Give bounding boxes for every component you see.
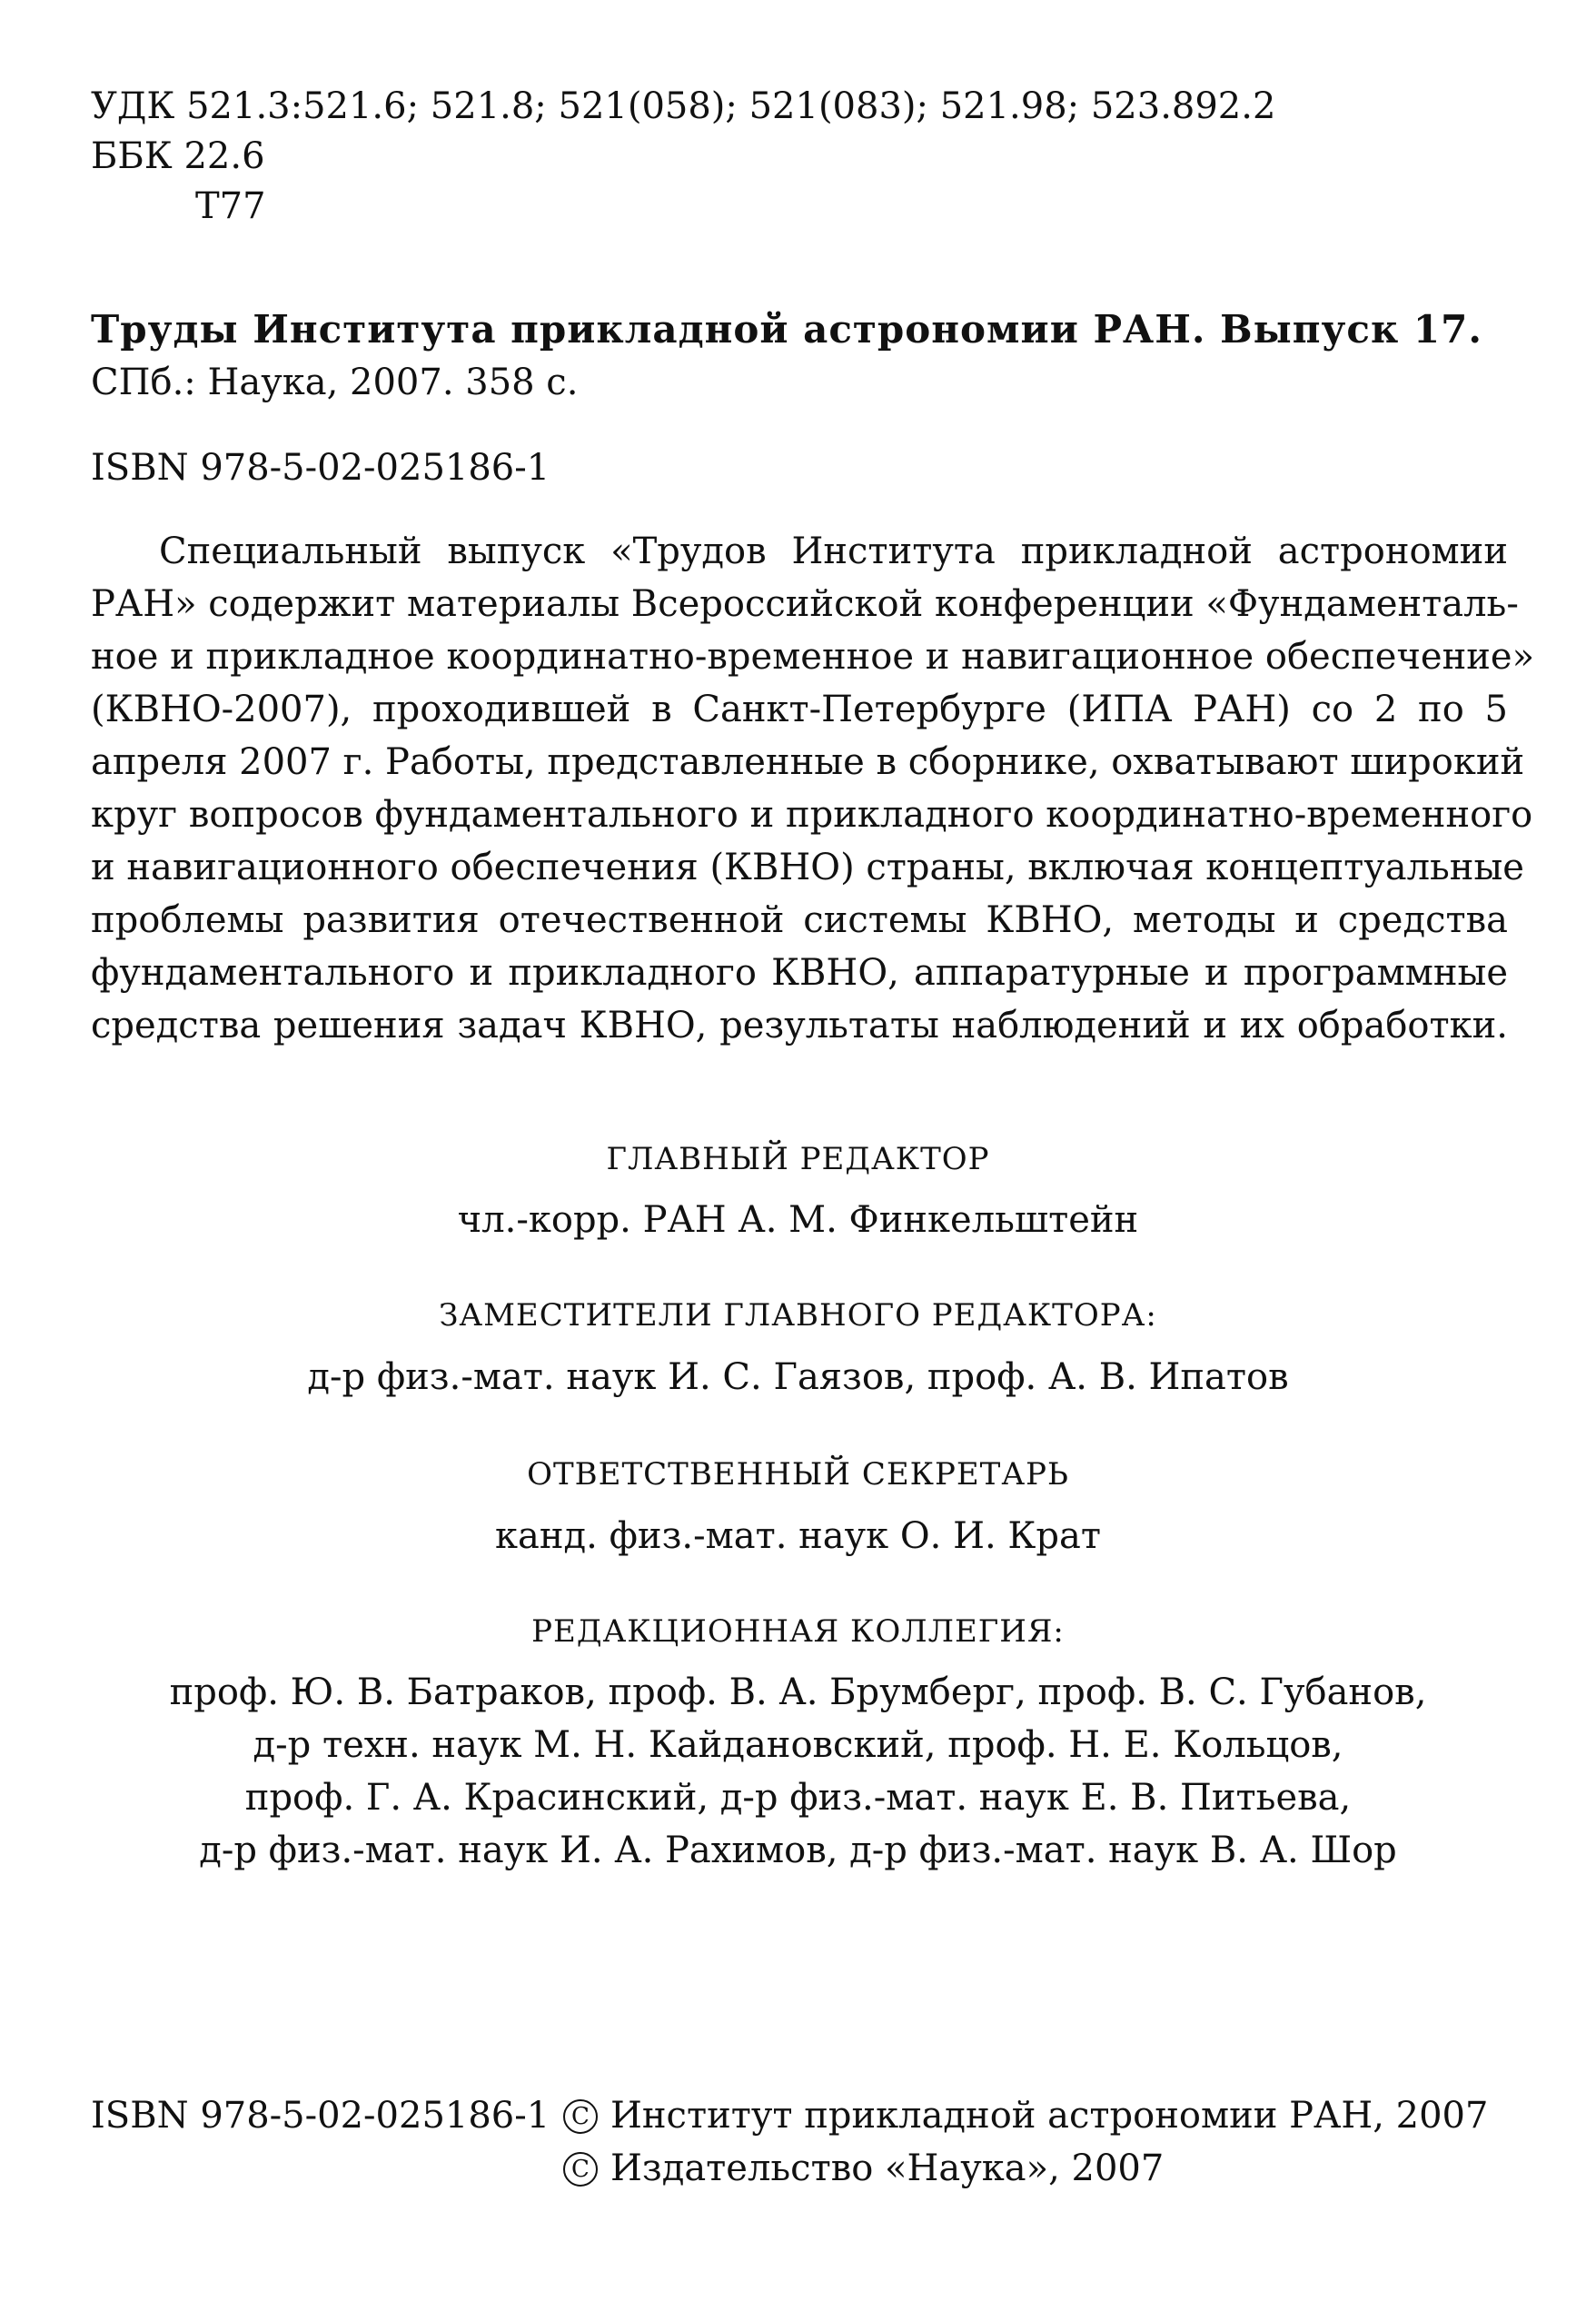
- isbn-footer: ISBN 978-5-02-025186-1: [91, 2095, 550, 2137]
- editorial-board-line: д-р физ.-мат. наук И. А. Рахимов, д-р физ.-мат. наук В. А. Шор: [199, 1830, 1397, 1871]
- copyright-publisher-text: Издательство «Наука», 2007: [610, 2147, 1165, 2189]
- deputy-editors-names: д-р физ.-мат. наук И. С. Гаязов, проф. А. В. Ипатов: [307, 1356, 1289, 1398]
- abstract: [91, 525, 1535, 1052]
- deputy-editors-heading: ЗАМЕСТИТЕЛИ ГЛАВНОГО РЕДАКТОРА:: [439, 1297, 1157, 1334]
- abstract-line: фундаментального и прикладного КВНО, аппаратурные и программные: [91, 952, 1508, 994]
- chief-editor-name: чл.-корр. РАН А. М. Финкельштейн: [457, 1199, 1139, 1241]
- editorial-board-line: проф. Г. А. Красинский, д-р физ.-мат. наук Е. В. Питьева,: [244, 1777, 1352, 1819]
- copyright-icon: C: [563, 2099, 598, 2134]
- abstract-line: ное и прикладное координатно-временное и навигационное обеспечение»: [91, 636, 1535, 678]
- classification-codes: [91, 82, 1275, 232]
- imprint: СПб.: Наука, 2007. 358 с.: [91, 362, 579, 403]
- copyright-icon: C: [563, 2152, 598, 2187]
- editorial-board-heading: РЕДАКЦИОННАЯ КОЛЛЕГИЯ:: [531, 1613, 1065, 1650]
- copyright-publisher: [563, 2147, 1164, 2189]
- abstract-line: и навигационного обеспечения (КВНО) страны, включая концептуальные: [91, 847, 1524, 888]
- isbn-top: ISBN 978-5-02-025186-1: [91, 447, 550, 489]
- abstract-line: проблемы развития отечественной системы КВНО, методы и средства: [91, 899, 1508, 941]
- editorial-board-line: проф. Ю. В. Батраков, проф. В. А. Брумберг, проф. В. С. Губанов,: [169, 1671, 1427, 1713]
- abstract-line: РАН» содержит материалы Всероссийской конференции «Фундаменталь-: [91, 583, 1519, 625]
- book-title: Труды Института прикладной астрономии РАН. Выпуск 17.: [91, 307, 1483, 352]
- udk-code: УДК 521.3:521.6; 521.8; 521(058); 521(083); 521.98; 523.892.2: [91, 85, 1276, 127]
- bbk-code: ББК 22.6: [91, 135, 265, 177]
- chief-editor-heading: ГЛАВНЫЙ РЕДАКТОР: [606, 1141, 990, 1177]
- abstract-line: (КВНО-2007), проходившей в Санкт-Петербурге (ИПА РАН) со 2 по 5: [91, 689, 1508, 730]
- copyright-institute: [563, 2095, 1488, 2137]
- secretary-name: канд. физ.-мат. наук О. И. Крат: [495, 1515, 1101, 1557]
- abstract-line: Специальный выпуск «Трудов Института прикладной астрономии: [159, 531, 1508, 572]
- abstract-line: средства решения задач КВНО, результаты наблюдений и их обработки.: [91, 1005, 1508, 1046]
- secretary-heading: ОТВЕТСТВЕННЫЙ СЕКРЕТАРЬ: [527, 1456, 1069, 1493]
- copyright-institute-text: Институт прикладной астрономии РАН, 2007: [610, 2095, 1489, 2137]
- author-mark: Т77: [195, 185, 266, 227]
- abstract-line: апреля 2007 г. Работы, представленные в сборнике, охватывают широкий: [91, 741, 1525, 783]
- editorial-board-line: д-р техн. наук М. Н. Кайдановский, проф. Н. Е. Кольцов,: [253, 1724, 1343, 1766]
- abstract-line: круг вопросов фундаментального и прикладного координатно-временного: [91, 794, 1533, 836]
